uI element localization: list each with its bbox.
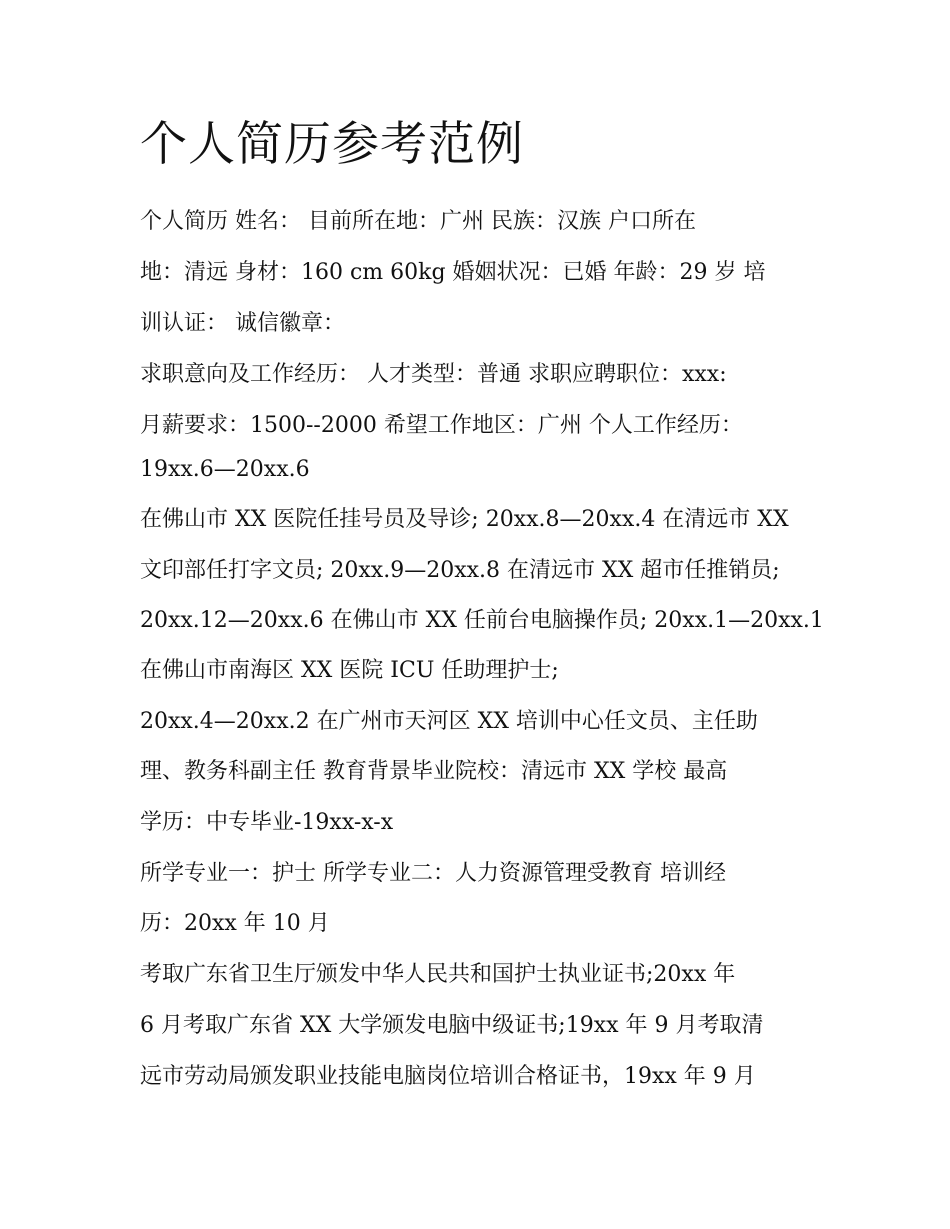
text-line-education-1: 理、教务科副主任 教育背景毕业院校：清远市 XX 学校 最高 bbox=[140, 759, 728, 784]
text-line-personal-info-1: 个人简历 姓名： 目前所在地：广州 民族：汉族 户口所在 bbox=[140, 209, 696, 234]
text-line-work-period: 19xx.6—20xx.6 bbox=[140, 457, 310, 482]
text-line-certification: 训认证： 诚信徽章： bbox=[140, 311, 345, 336]
text-line-training-2: 6 月考取广东省 XX 大学颁发电脑中级证书;19xx 年 9 月考取清 bbox=[140, 1013, 764, 1038]
document-title: 个人简历参考范例 bbox=[140, 117, 524, 172]
text-line-work-history-4: 在佛山市南海区 XX 医院 ICU 任助理护士; bbox=[140, 658, 559, 683]
text-line-training-1: 考取广东省卫生厅颁发中华人民共和国护士执业证书;20xx 年 bbox=[140, 962, 736, 987]
text-line-training-3: 远市劳动局颁发职业技能电脑岗位培训合格证书，19xx 年 9 月 bbox=[140, 1064, 756, 1089]
text-line-education-2: 学历：中专毕业-19xx-x-x bbox=[140, 810, 394, 835]
text-line-work-history-1: 在佛山市 XX 医院任挂号员及导诊; 20xx.8—20xx.4 在清远市 XX bbox=[140, 507, 789, 532]
text-line-job-intention-1: 求职意向及工作经历： 人才类型：普通 求职应聘职位：xxx: bbox=[140, 362, 727, 387]
text-line-job-intention-2: 月薪要求：1500--2000 希望工作地区：广州 个人工作经历： bbox=[140, 413, 743, 438]
text-line-work-history-2: 文印部任打字文员; 20xx.9—20xx.8 在清远市 XX 超市任推销员; bbox=[140, 558, 780, 583]
text-line-training-date: 历：20xx 年 10 月 bbox=[140, 911, 330, 936]
text-line-work-history-3: 20xx.12—20xx.6 在佛山市 XX 任前台电脑操作员; 20xx.1—20xx.1 bbox=[140, 608, 824, 633]
text-line-major: 所学专业一：护士 所学专业二：人力资源管理受教育 培训经 bbox=[140, 861, 726, 886]
text-line-personal-info-2: 地：清远 身材：160 cm 60kg 婚姻状况：已婚 年龄：29 岁 培 bbox=[140, 260, 766, 285]
text-line-work-history-5: 20xx.4—20xx.2 在广州市天河区 XX 培训中心任文员、主任助 bbox=[140, 709, 758, 734]
